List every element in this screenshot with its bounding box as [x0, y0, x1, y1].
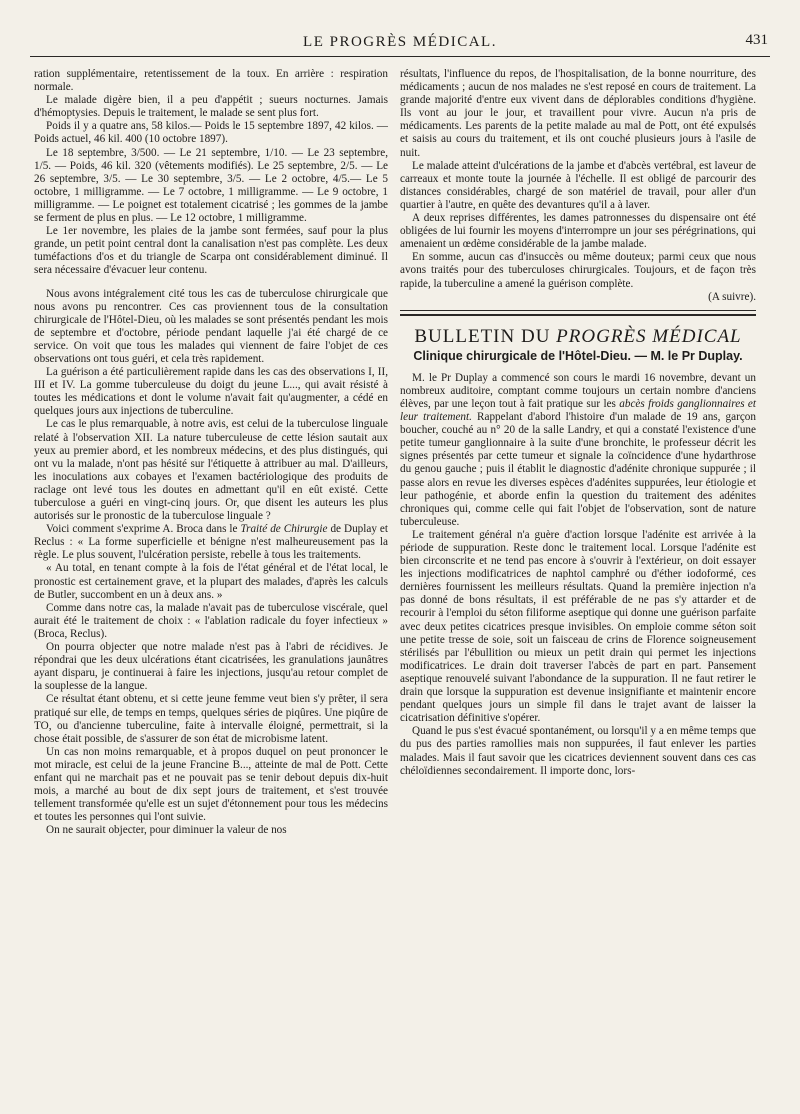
paragraph: résultats, l'influence du repos, de l'hospitalisation, de la bonne nourriture, des médicaments ; aucun de nos malades ne s'est reposé en cours de traitement. La grande majorité d'entre eux vivent dans de déplorables conditions d'hygiène. Ils vont au jour le jour, et travaillent pour vivre. Aucun n'a pris de médicaments. Les parents de la petite malade au mal de Pott, ont été expulsés et saisis au cours du traitement, et ils ont couché plusieurs jours à l'asile de nuit. — [400, 68, 756, 159]
right-column — [400, 68, 756, 778]
section-heading — [400, 325, 756, 347]
divider — [400, 310, 756, 311]
paragraph: Comme dans notre cas, la malade n'avait pas de tuberculose viscérale, quel aurait été le traitement de choix : « l'ablation radicale du foyer infectieux » (Broca, Reclus). — [34, 601, 388, 640]
text-run: M. le Pr Duplay a commencé son cours le mardi 16 novembre, devant un nombreux auditoire, comptant comme toujours un certain nombre d'anciens élèves, par une leçon tout à fait pratique sur les — [400, 371, 756, 410]
paragraph: La guérison a été particulièrement rapide dans les cas des observations I, II, III et IV. La gomme tuberculeuse du doigt du jeune L..., qui avait résisté à toutes les médications et dont le volume n'avait fait qu'augmenter, a cédé en quelques jours aux injections de tuberculine. — [34, 366, 388, 418]
paragraph: Le traitement général n'a guère d'action lorsque l'adénite est arrivée à la période de suppuration. Reste donc le traitement local. Lorsque l'adénite est bien circonscrite et ne tend pas encore à s'ouvrir à l'extérieur, on doit essayer les injections modificatrices de naphtol camphré ou d'éther iodoformé, ces dernières fournissent les meilleurs résultats. Quand la première injection n'a pas donné de bons résultats, il est préférable de ne pas s'y attarder et de recourir à l'emploi du séton filiforme aseptique qui donne une guérison parfaite avec deux petites cicatrices presque invisibles. On emploie comme séton soit une petite tresse de soie, soit un faisceau de crins de Florence soigneusement stérilisés par l'ébullition ou mieux un petit drain qui permet les injections modificatrices. Le drain doit traverser l'abcès de part en part. Pansement aseptique renouvelé suivant l'abondance de la suppuration. Il ne faut retirer le drain que lorsque la suppuration est devenue insignifiante et maintenir encore pendant quelques jours un simple fil dans le trajet avant de laisser la cicatrisation définitive s'opérer. — [400, 528, 756, 725]
emphasis: abcès froids ganglionnaires et leur traitement. — [400, 397, 757, 424]
paragraph: On ne saurait objecter, pour diminuer la valeur de nos — [46, 824, 287, 837]
paragraph: Le malade digère bien, il a peu d'appétit ; sueurs nocturnes. Jamais d'hémoptysies. Depuis le traitement, le malade se sent plus fort. — [34, 94, 388, 120]
paragraph: On pourra objecter que notre malade n'est pas à l'abri de récidives. Je répondrai que les deux ulcérations étant cicatrisées, les granulations jaunâtres ayant disparu, je continuerai à faire les injections, jusqu'au retour complet de la souplesse de la langue. — [34, 641, 388, 693]
to-be-continued: (A suivre). — [708, 290, 756, 303]
paragraph: Quand le pus s'est évacué spontanément, ou lorsqu'il y a en même temps que du pus des parties ramollies mais non suppurées, il faut enlever les parties malades. Mais il faut savoir que les cicatrices deviennent souvent dans ces cas chéloïdiennes secondairement. Il importe donc, lors- — [400, 725, 756, 777]
text-run: Voici comment s'exprime A. Broca dans le — [46, 523, 241, 536]
running-header — [30, 30, 770, 57]
left-column — [34, 68, 388, 837]
heading-part-italic: PROGRÈS MÉDICAL — [556, 325, 742, 347]
text-run: Rappelant d'abord l'histoire d'un malade de 19 ans, garçon boucher, couché au n° 20 de la salle Landry, et qui a constaté l'existence d'une petite tumeur ganglionnaire à la suite d'une bronchite, le professeur décrit les signes présentés par cette tumeur et signale la coïncidence d'une hydarthrose du genou gauche ; puis il établit le diagnostic d'adénite chronique suppurée ; il passe alors en revue les diverses espèces d'adénites suppurées, leur étiologie et leur pathogénie, et aborde enfin la question du traitement des adénites chroniques qui, comme celle qui fait l'objet de l'observation, sont de nature tuberculeuse. — [400, 411, 756, 528]
paragraph — [400, 372, 756, 529]
paragraph: Nous avons intégralement cité tous les cas de tuberculose chirurgicale que nous avons pu rencontrer. Ces cas proviennent tous de la consultation chirurgicale de l'Hôtel-Dieu, où les malades se sont présentés pendant les mois de septembre et d'octobre, période pendant laquelle j'ai été chargé de ce service. On voit que tous les malades qui viennent de faire l'objet de ces observations ont tous guéri, et cela très rapidement. — [34, 287, 388, 365]
paragraph: Le cas le plus remarquable, à notre avis, est celui de la tuberculose linguale relaté à l'observation XII. La nature tuberculeuse de cette lésion sautait aux yeux au premier abord, et les nombreux médecins, et des plus distingués, qui ont vu la malade, n'ont pas hésité sur l'étiquette à attribuer au mal. D'ailleurs, les inoculations aux cobayes et l'examen bactériologique des produits de raclage ont levé tous les doutes en admettant qu'il en eût existé. Cette tuberculose a guéri en vingt-cinq jours. Or, que disent les auteurs les plus autorisés sur le pronostic de la tuberculose linguale ? — [34, 418, 388, 523]
heading-part: BULLETIN DU — [414, 325, 557, 347]
paragraph: Ce résultat étant obtenu, et si cette jeune femme veut bien s'y prêter, il sera pratiqué sur elle, de temps en temps, quelques séries de piqûres. Une piqûre de TO, ou d'ancienne tuberculine, faite à intervalle éloigné, permettrait, si la chose était possible, de s'assurer de son état de microbisme latent. — [34, 693, 388, 745]
paragraph: Le 18 septembre, 3/500. — Le 21 septembre, 1/10. — Le 23 septembre, 1/5. — Poids, 46 kil. 320 (vêtements modifiés). Le 25 septembre, 2/5. — Le 26 septembre, 3/5. — Le 30 septembre, 3/5. — Le 2 octobre, 4/5.— Le 5 octobre, 1 milligramme. — Le 7 octobre, 1 milligramme. — Le 9 octobre, 1 milligramme. — Le poignet est totalement cicatrisé ; les gommes de la jambe se ferment de plus en plus. — Le 12 octobre, 1 milligramme. — [34, 146, 388, 225]
paragraph: En somme, aucun cas d'insuccès ou même douteux; parmi ceux que nous avons traités pour des tuberculoses chirurgicales. Toujours, et de façon très rapide, la tuberculine a amené la guérison complète. — [400, 251, 756, 290]
paragraph: Poids il y a quatre ans, 58 kilos.— Poids le 15 septembre 1897, 42 kilos. — Poids actuel, 46 kil. 400 (10 octobre 1897). — [34, 120, 388, 146]
journal-title: LE PROGRÈS MÉDICAL. — [303, 34, 497, 50]
paragraph: Le malade atteint d'ulcérations de la jambe et d'abcès vertébral, est laveur de carreaux et monte toute la journée à l'échelle. Il est obligé de parcourir des distances considérables, chargé de son matériel de travail, pour aller d'un quartier à l'autre, en quête des devantures qu'il a à laver. — [400, 159, 756, 211]
paragraph: Un cas non moins remarquable, et à propos duquel on peut prononcer le mot miracle, est celui de la jeune Francine B..., atteinte de mal de Pott. Cette enfant qui ne marchait pas et ne pouvait pas se tenir debout depuis dix-huit mois, a marché au bout de dix sept jours de traitement, et s'est trouvée tellement transformée qu'elle est un sujet d'étonnement pour tous les médecins et toutes les personnes qui l'ont suivie. — [34, 745, 388, 824]
book-title: Traité de Chirurgie — [240, 523, 328, 536]
paragraph: Le 1er novembre, les plaies de la jambe sont fermées, sauf pour la plus grande, un petit point central dont la canalisation n'est pas complète. Les deux tuméfactions d'os et du triangle de Scarpa ont considérablement diminué. Il sera nécessaire d'évacuer leur contenu. — [34, 225, 388, 277]
paragraph: ration supplémentaire, retentissement de la toux. En arrière : respiration normale. — [34, 68, 388, 94]
paragraph: « Au total, en tenant compte à la fois de l'état général et de l'état local, le pronostic est certainement grave, et la plupart des malades, d'après les calculs de Butler, succombent en un à deux ans. » — [34, 562, 388, 601]
spacer — [34, 278, 388, 288]
text-run: de Duplay et Reclus : « La forme superficielle et bénigne n'est malheureusement pas la règle. Le plus souvent, l'ulcération persiste, rebelle à tous les traitements. — [34, 523, 388, 562]
paragraph: A deux reprises différentes, les dames patronnesses du dispensaire ont été obligées de lui fournir les moyens d'interrompre un jour ses pérégrinations, qui amenaient un œdème considérable de la jambe malade. — [400, 212, 756, 251]
divider-thick — [400, 314, 756, 316]
article-title: Clinique chirurgicale de l'Hôtel-Dieu. — M. le Pr Duplay. — [413, 348, 743, 363]
paragraph — [34, 523, 388, 562]
page-number: 431 — [745, 32, 768, 48]
